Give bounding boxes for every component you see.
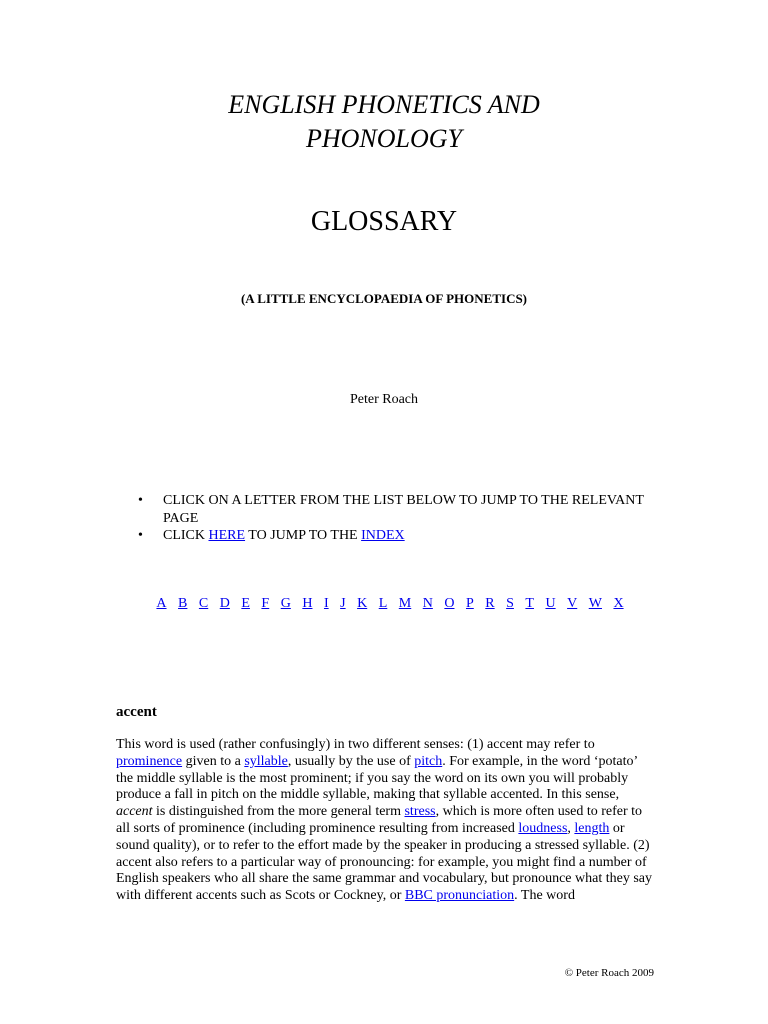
- bullet-icon: •: [138, 493, 143, 508]
- prominence-link[interactable]: prominence: [116, 753, 183, 769]
- letter-link-g[interactable]: G: [280, 596, 291, 611]
- entry-emphasis: accent: [116, 804, 153, 820]
- instruction-text: CLICK ON A LETTER FROM THE LIST BELOW TO JUMP TO THE RELEVANT PAGE: [163, 493, 644, 526]
- instruction-item-letters: [138, 492, 658, 527]
- stress-link[interactable]: stress: [404, 804, 436, 820]
- letter-link-n[interactable]: N: [422, 596, 433, 611]
- entry-term: accent: [116, 704, 157, 720]
- letter-link-b[interactable]: B: [178, 596, 188, 611]
- letter-link-k[interactable]: K: [357, 596, 368, 611]
- length-link[interactable]: length: [574, 820, 610, 836]
- loudness-link[interactable]: loudness: [518, 820, 568, 836]
- letter-link-o[interactable]: O: [444, 596, 455, 611]
- letter-link-x[interactable]: X: [613, 596, 624, 611]
- bullet-icon: •: [138, 528, 143, 543]
- syllable-link[interactable]: syllable: [244, 753, 288, 769]
- title-line-2: PHONOLOGY: [305, 124, 463, 153]
- letter-link-e[interactable]: E: [241, 596, 250, 611]
- letter-link-l[interactable]: L: [378, 596, 388, 611]
- bbc-pronunciation-link[interactable]: BBC pronunciation: [404, 888, 515, 904]
- entry-text: This word is used (rather confusingly) in two different senses: (1) accent may refer to: [116, 737, 595, 752]
- letter-link-p[interactable]: P: [465, 596, 474, 611]
- letter-link-j[interactable]: J: [340, 596, 346, 611]
- subtitle: (A LITTLE ENCYCLOPAEDIA OF PHONETICS): [240, 291, 528, 306]
- instruction-item-index: [138, 527, 658, 545]
- instruction-text-middle: TO JUMP TO THE: [245, 528, 362, 543]
- entry-text: given to a: [182, 753, 245, 769]
- entry-definition: [116, 737, 656, 905]
- letter-link-c[interactable]: C: [198, 596, 209, 611]
- document-title: [0, 88, 768, 156]
- letter-link-m[interactable]: M: [398, 596, 412, 611]
- instruction-text-prefix: CLICK: [163, 528, 209, 543]
- title-line-1: ENGLISH PHONETICS AND: [228, 90, 540, 119]
- letter-link-u[interactable]: U: [545, 596, 556, 611]
- letter-link-d[interactable]: D: [219, 596, 230, 611]
- pitch-link[interactable]: pitch: [414, 753, 443, 769]
- index-link[interactable]: INDEX: [361, 528, 405, 543]
- letter-link-i[interactable]: I: [323, 596, 329, 611]
- instruction-list: [138, 492, 658, 545]
- letter-link-r[interactable]: R: [485, 596, 495, 611]
- entry-text: ,: [567, 820, 575, 836]
- author-name: Peter Roach: [349, 392, 419, 407]
- letter-link-t[interactable]: T: [525, 596, 534, 611]
- entry-text: or sound quality), or to refer to the effort made by the speaker in producing a stressed syllable. (2) accent also refers to a particular way of pronouncing: for example, you might find a number of English speakers who all share the same grammar and vocabulary, but pronounce what they say with different accents such as Scots or Cockney, or: [116, 820, 652, 904]
- entry-text: is distinguished from the more general term: [152, 804, 405, 820]
- alphabet-nav: [0, 595, 768, 613]
- letter-link-w[interactable]: W: [588, 596, 602, 611]
- entry-text: , which is more often used to refer to all sorts of prominence (including prominence resulting from increased: [116, 804, 643, 836]
- letter-link-s[interactable]: S: [506, 596, 514, 611]
- glossary-heading: GLOSSARY: [310, 206, 458, 237]
- copyright-footer: © Peter Roach 2009: [564, 967, 654, 979]
- entry-text: . The word: [514, 888, 575, 904]
- letter-link-a[interactable]: A: [156, 596, 167, 611]
- entry-text: , usually by the use of: [287, 753, 415, 769]
- letter-link-v[interactable]: V: [567, 596, 578, 611]
- letter-link-f[interactable]: F: [261, 596, 270, 611]
- letter-link-h[interactable]: H: [302, 596, 313, 611]
- here-link[interactable]: HERE: [208, 528, 246, 543]
- entry-text: . For example, in the word ‘potato’ the middle syllable is the most prominent; if you say the word on its own you will probably produce a fall in pitch on the middle syllable, making that syllable accented. In this sense,: [116, 753, 638, 803]
